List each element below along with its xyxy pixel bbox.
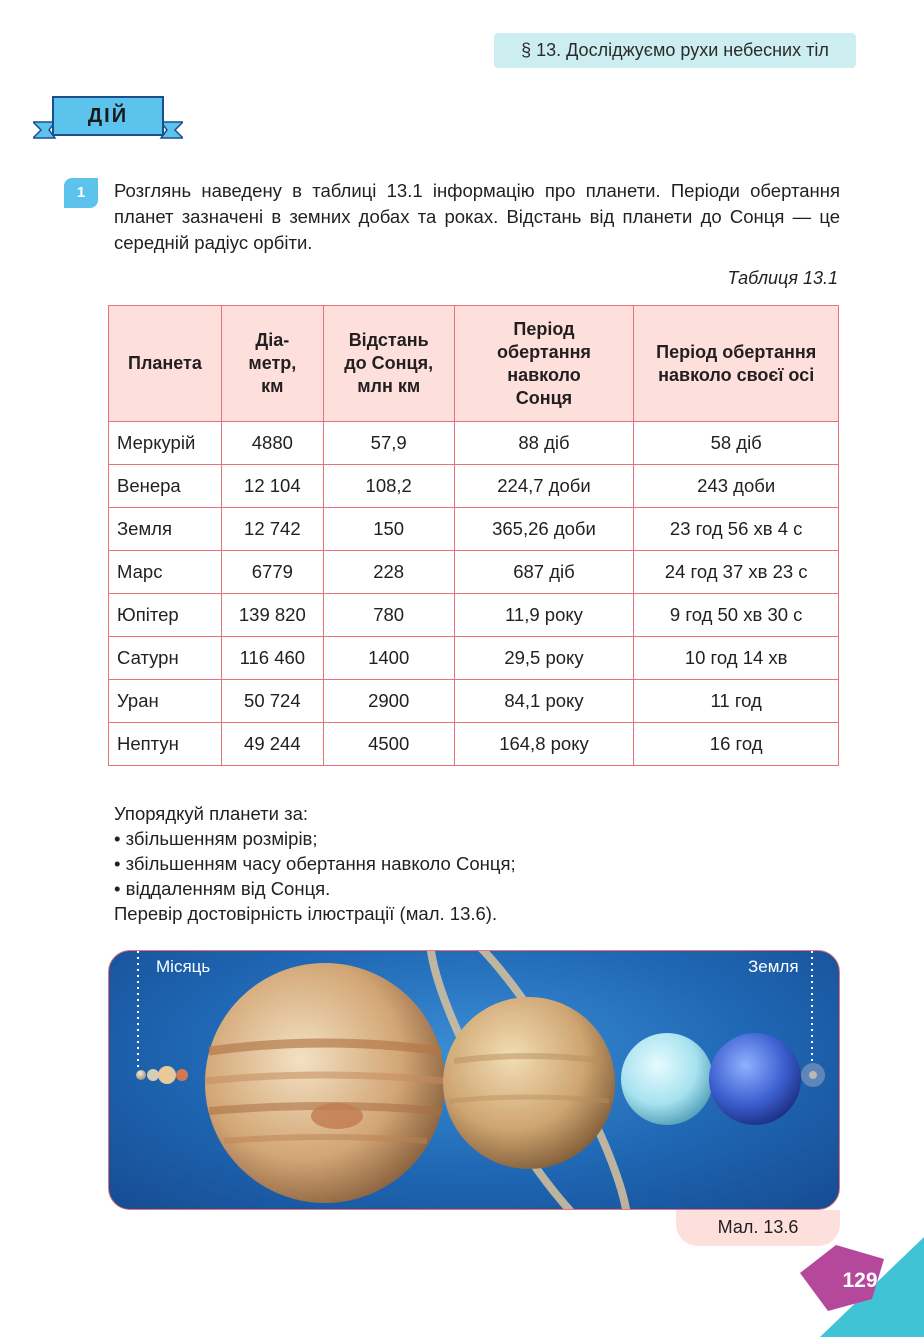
- cell-diameter: 4880: [221, 422, 323, 465]
- cell-rotation-period: 9 год 50 хв 30 с: [634, 594, 839, 637]
- instruction-item: • збільшенням часу обертання навколо Сонця;: [114, 853, 516, 874]
- table-row: [109, 551, 839, 594]
- cell-diameter: 116 460: [221, 637, 323, 680]
- cell-rotation-period: 243 доби: [634, 465, 839, 508]
- cell-distance: 1400: [323, 637, 454, 680]
- cell-distance: 2900: [323, 680, 454, 723]
- planets-illustration: [108, 950, 840, 1210]
- instructions-check: Перевір достовірність ілюстрації (мал. 13.6).: [114, 903, 498, 924]
- cell-rotation-period: 16 год: [634, 723, 839, 766]
- cell-orbital-period: 84,1 року: [454, 680, 634, 723]
- figure-caption: Мал. 13.6: [676, 1210, 840, 1246]
- cell-diameter: 49 244: [221, 723, 323, 766]
- task-number: 1: [64, 178, 98, 208]
- cell-diameter: 139 820: [221, 594, 323, 637]
- cell-planet: Уран: [109, 680, 222, 723]
- table-caption: Таблиця 13.1: [727, 268, 838, 288]
- table-row: [109, 465, 839, 508]
- cell-orbital-period: 88 діб: [454, 422, 634, 465]
- cell-orbital-period: 687 діб: [454, 551, 634, 594]
- header-orbital-period: Період обертання навколо Сонця: [454, 306, 634, 422]
- header-distance: Відстань до Сонця, млн км: [323, 306, 454, 422]
- cell-planet: Земля: [109, 508, 222, 551]
- cell-diameter: 50 724: [221, 680, 323, 723]
- instruction-item: • збільшенням розмірів;: [114, 828, 318, 849]
- table-row: [109, 637, 839, 680]
- table-row: [109, 594, 839, 637]
- cell-diameter: 12 742: [221, 508, 323, 551]
- cell-diameter: 6779: [221, 551, 323, 594]
- table-row: [109, 422, 839, 465]
- cell-orbital-period: 365,26 доби: [454, 508, 634, 551]
- instructions-block: [114, 801, 814, 926]
- cell-distance: 780: [323, 594, 454, 637]
- header-diameter: Діа- метр, км: [221, 306, 323, 422]
- page-number: 129: [842, 1269, 878, 1292]
- table-header-row: [109, 306, 839, 422]
- cell-orbital-period: 164,8 року: [454, 723, 634, 766]
- figure-label-moon: Місяць: [156, 957, 211, 976]
- table-row: [109, 680, 839, 723]
- cell-rotation-period: 10 год 14 хв: [634, 637, 839, 680]
- cell-diameter: 12 104: [221, 465, 323, 508]
- cell-planet: Меркурій: [109, 422, 222, 465]
- figure-label-earth: Земля: [748, 957, 799, 976]
- cell-rotation-period: 23 год 56 хв 4 с: [634, 508, 839, 551]
- cell-orbital-period: 224,7 доби: [454, 465, 634, 508]
- diy-badge-label: ДІЙ: [87, 105, 129, 127]
- cell-planet: Венера: [109, 465, 222, 508]
- cell-planet: Сатурн: [109, 637, 222, 680]
- cell-distance: 150: [323, 508, 454, 551]
- cell-planet: Марс: [109, 551, 222, 594]
- table-row: [109, 723, 839, 766]
- cell-distance: 4500: [323, 723, 454, 766]
- cell-orbital-period: 11,9 року: [454, 594, 634, 637]
- header-planet: Планета: [109, 306, 222, 422]
- table-row: [109, 508, 839, 551]
- planets-table: [108, 305, 839, 766]
- cell-orbital-period: 29,5 року: [454, 637, 634, 680]
- cell-distance: 228: [323, 551, 454, 594]
- header-rotation-period: Період обертання навколо своєї осі: [634, 306, 839, 422]
- cell-rotation-period: 24 год 37 хв 23 с: [634, 551, 839, 594]
- task-intro-text: Розглянь наведену в таблиці 13.1 інформацію про планети. Періоди обертання планет зазначені в земних добах та роках. Відстань від планети до Сонця — це середній радіус орбіти.: [114, 180, 840, 253]
- cell-distance: 57,9: [323, 422, 454, 465]
- instruction-item: • віддаленням від Сонця.: [114, 878, 331, 899]
- cell-rotation-period: 11 год: [634, 680, 839, 723]
- instructions-lead: Упорядкуй планети за:: [114, 803, 308, 824]
- cell-planet: Юпітер: [109, 594, 222, 637]
- planets-illustration-art: [109, 951, 840, 1210]
- cell-rotation-period: 58 діб: [634, 422, 839, 465]
- cell-distance: 108,2: [323, 465, 454, 508]
- cell-planet: Нептун: [109, 723, 222, 766]
- section-header-tag: § 13. Досліджуємо рухи небесних тіл: [494, 33, 856, 68]
